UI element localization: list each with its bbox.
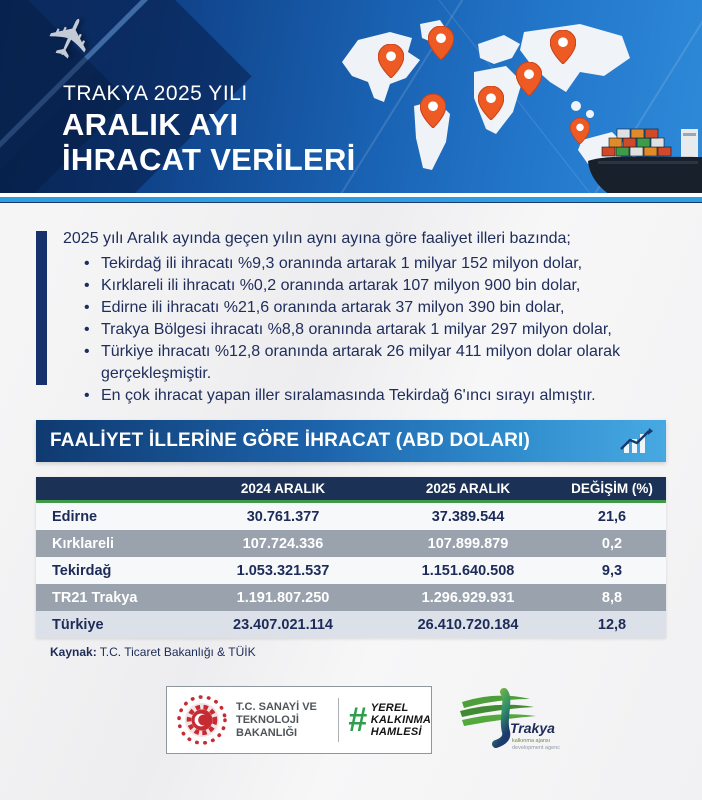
value-2025: 37.389.544 (431, 508, 505, 525)
location-pin-icon (550, 30, 576, 69)
value-2024: 1.191.807.250 (236, 589, 330, 606)
value-2025: 107.899.879 (427, 535, 509, 552)
ministry-name (236, 701, 327, 740)
table-row (36, 503, 666, 530)
location-pin-icon (378, 44, 404, 83)
bullet-item: • Tekirdağ ili ihracatı %9,3 oranında artarak 1 milyar 152 milyon dolar, (84, 253, 644, 275)
agency-tagline1: kalkınma ajansı (512, 738, 551, 744)
page-title-line2: İHRACAT VERİLERİ (62, 142, 356, 177)
value-2025: 1.296.929.931 (421, 589, 515, 606)
column-header-2024: 2024 ARALIK (240, 481, 326, 496)
hero-kicker: TRAKYA 2025 YILI (63, 82, 248, 105)
intro-bullet-list (84, 253, 644, 407)
value-change: 8,8 (601, 589, 623, 606)
hamle-line1: YEREL (370, 702, 409, 714)
hamle-line3: HAMLESİ (370, 726, 422, 738)
column-header-change: DEĞİŞİM (%) (571, 481, 653, 496)
location-pin-icon (478, 86, 504, 125)
divider-blue-strip (0, 197, 702, 203)
intro-lead: 2025 yılı Aralık ayında geçen yılın aynı ayına göre faaliyet illeri bazında; (63, 230, 571, 247)
table-row (36, 611, 666, 638)
row-label: TR21 Trakya (52, 589, 138, 606)
hashtag-icon: # (347, 701, 367, 739)
intro-accent-bar (36, 231, 47, 385)
page-title-line1: ARALIK AYI (62, 107, 239, 142)
value-change: 12,8 (597, 616, 627, 633)
table-header-row (36, 477, 666, 503)
value-2025: 1.151.640.508 (421, 562, 515, 579)
value-change: 0,2 (601, 535, 623, 552)
table-row (36, 584, 666, 611)
logo-divider (338, 698, 339, 742)
ministry-emblem-icon (176, 694, 228, 746)
trakya-agency-logo (448, 686, 560, 761)
column-header-2025: 2025 ARALIK (425, 481, 511, 496)
location-pin-icon (516, 62, 542, 101)
source-label: Kaynak: (50, 645, 97, 659)
table-row (36, 530, 666, 557)
bullet-item: • Türkiye ihracatı %12,8 oranında artarak 26 milyar 411 milyon dolar olarak gerçekleşmiştir. (84, 341, 644, 385)
row-label: Türkiye (52, 616, 104, 633)
value-change: 21,6 (597, 508, 627, 525)
page-title (62, 107, 356, 177)
value-2024: 30.761.377 (246, 508, 320, 525)
ministry-name-line2: TEKNOLOJİ BAKANLIĞI (236, 713, 299, 739)
bar-chart-icon (618, 427, 654, 455)
value-2024: 1.053.321.537 (236, 562, 330, 579)
ministry-logo-box (166, 686, 432, 754)
value-change: 9,3 (601, 562, 623, 579)
location-pin-icon (420, 94, 446, 133)
hamle-line2: KALKINMA (370, 714, 431, 726)
yerel-kalkinma-logo (348, 702, 431, 738)
bullet-item: • Kırklareli ili ihracatı %0,2 oranında artarak 107 milyon 900 bin dolar, (84, 275, 644, 297)
value-2024: 23.407.021.114 (233, 616, 333, 633)
section-header (36, 420, 666, 462)
row-label: Tekirdağ (52, 562, 112, 579)
value-2024: 107.724.336 (242, 535, 324, 552)
cargo-ship-icon (584, 111, 702, 193)
yerel-kalkinma-text (371, 702, 431, 738)
source-note (50, 645, 256, 659)
agency-tagline2: development agency (512, 745, 560, 751)
agency-name: Trakya (510, 720, 555, 736)
location-pin-icon (428, 26, 454, 65)
table-row (36, 557, 666, 584)
export-table (36, 477, 666, 638)
bullet-item: • Edirne ili ihracatı %21,6 oranında artarak 37 milyon 390 bin dolar, (84, 297, 644, 319)
source-text: T.C. Ticaret Bakanlığı & TÜİK (96, 645, 256, 659)
airplane-icon: ✈ (32, 3, 110, 73)
value-2025: 26.410.720.184 (417, 616, 519, 633)
section-title: FAALİYET İLLERİNE GÖRE İHRACAT (ABD DOLARI) (50, 430, 531, 451)
hero-header (0, 0, 702, 193)
bullet-item: • Trakya Bölgesi ihracatı %8,8 oranında artarak 1 milyar 297 milyon dolar, (84, 319, 644, 341)
bullet-item: • En çok ihracat yapan iller sıralamasında Tekirdağ 6'ıncı sırayı almıştır. (84, 385, 644, 407)
row-label: Kırklareli (52, 535, 115, 552)
ministry-name-line1: T.C. SANAYİ VE (236, 700, 317, 713)
row-label: Edirne (52, 508, 98, 525)
